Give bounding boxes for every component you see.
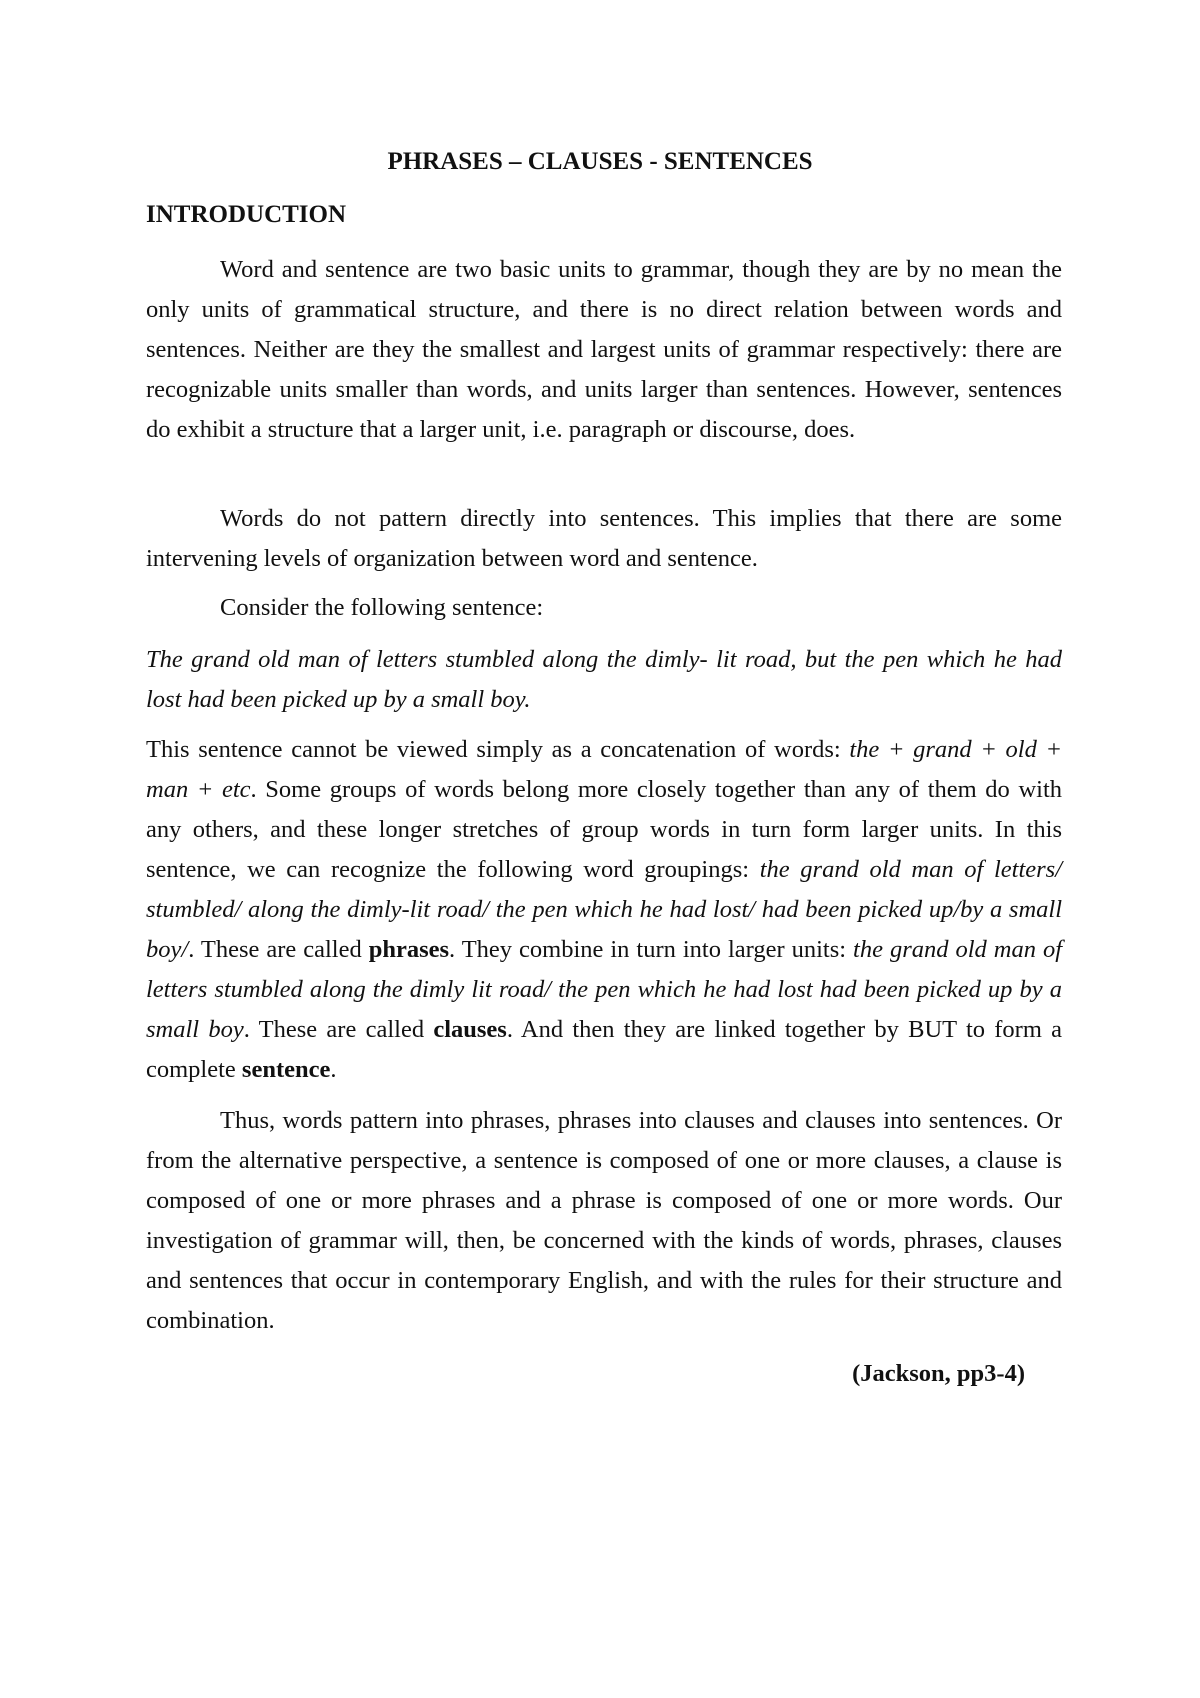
term-phrases: phrases (368, 936, 450, 963)
citation: (Jackson, pp3-4) (852, 1360, 1025, 1387)
term-clauses: clauses (433, 1016, 507, 1043)
analysis-text: . They combine in turn into larger units: (449, 936, 854, 963)
analysis-text: . Some groups of words belong more closely together than any of them do with any others, and these longer stretches of group words in turn form larger units. In this sentence, we can recognize the following word groupings: (146, 776, 1062, 883)
paragraph-consider: Consider the following sentence: (220, 594, 544, 621)
example-sentence: The grand old man of letters stumbled along the dimly- lit road, but the pen which he had lost had been picked up by a small boy. (146, 646, 1062, 713)
paragraph-analysis (146, 730, 1062, 1090)
document-title: PHRASES – CLAUSES - SENTENCES (387, 148, 813, 175)
paragraph-introduction: Word and sentence are two basic units to grammar, though they are by no mean the only units of grammatical structure, and there is no direct relation between words and sentences. Neither are they the smallest and largest units of grammar respectively: there are recognizable units smaller than words, and units larger than sentences. However, sentences do exhibit a structure that a larger unit, i.e. paragraph or discourse, does. (146, 256, 1062, 443)
phrase-groupings-example: the grand old man of letters/ stumbled/ along the dimly-lit road/ the pen which he had lost/ had been picked up/by a small boy/ (146, 856, 1062, 963)
word-concatenation-example: the + grand + old + man + etc (146, 736, 1062, 803)
paragraph-conclusion: Thus, words pattern into phrases, phrases into clauses and clauses into sentences. Or from the alternative perspective, a sentence is composed of one or more clauses, a clause is composed of one or more phrases and a phrase is composed of one or more words. Our investigation of grammar will, then, be concerned with the kinds of words, phrases, clauses and sentences that occur in contemporary English, and with the rules for their structure and combination. (146, 1107, 1062, 1334)
section-heading: INTRODUCTION (146, 201, 347, 228)
analysis-text: . And then they are linked together by BUT to form a complete (146, 1016, 1063, 1083)
analysis-text: . These are called (243, 1016, 434, 1043)
term-sentence: sentence (241, 1056, 331, 1083)
clause-groupings-example: the grand old man of letters stumbled along the dimly lit road/ the pen which he had lost had been picked up by a small boy (146, 936, 1062, 1043)
analysis-text: This sentence cannot be viewed simply as a concatenation of words: (146, 736, 850, 763)
analysis-text: . (330, 1056, 337, 1083)
analysis-text: . These are called (188, 936, 369, 963)
paragraph-word-patterns: Words do not pattern directly into sentences. This implies that there are some intervening levels of organization between word and sentence. (146, 505, 1062, 572)
